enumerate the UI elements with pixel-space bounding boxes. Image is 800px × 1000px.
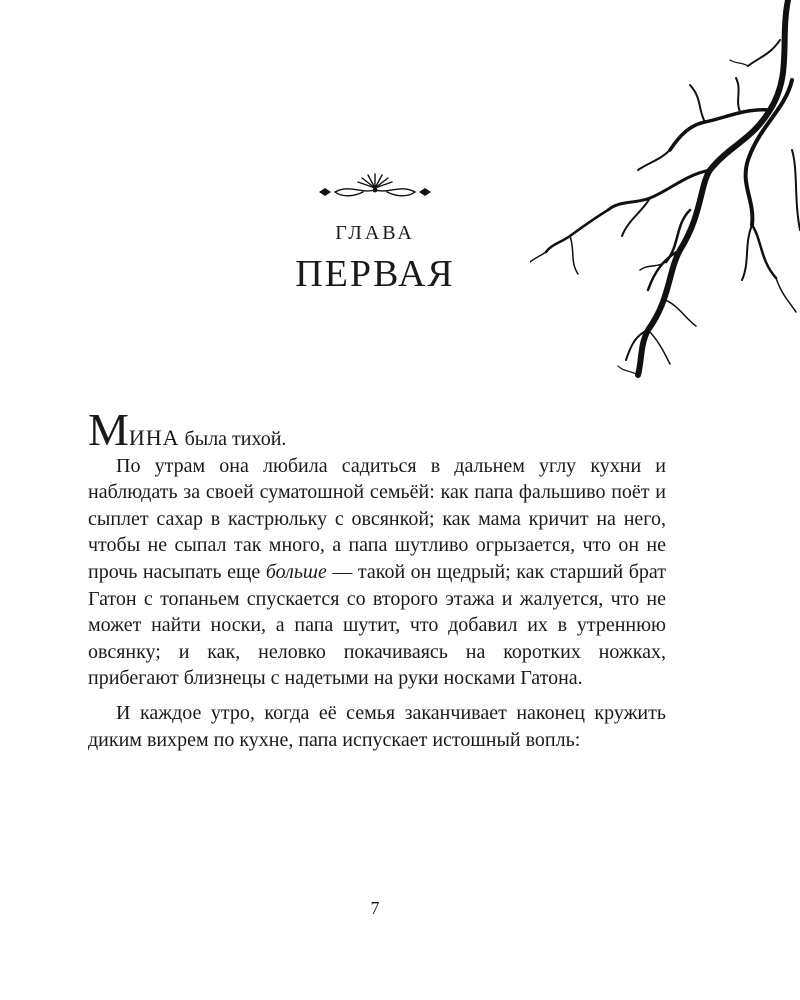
sunburst-ornament-icon (315, 170, 435, 202)
chapter-label: ГЛАВА (335, 222, 415, 244)
drop-cap: М (88, 404, 129, 455)
paragraph-3: И каждое утро, когда её семья заканчивает наконец кружить диким вихрем по кухне, папа испускает истошный вопль: (88, 701, 666, 751)
paragraph-2 (88, 453, 666, 692)
paragraph-1 (88, 404, 666, 455)
page-number: 7 (370, 898, 380, 918)
small-caps: ИНА (128, 425, 180, 450)
tree-branch-illustration (530, 0, 800, 380)
chapter-text (88, 404, 667, 753)
paragraph-2-text-a: По утрам она любила садиться в дальнем углу кухни и наблюдать за своей суматошной семьёй: как папа фальшиво поёт и сыплет сахар в кастрюльку с овсянкой; как мама кричит на него, чтобы не сыпал так много, а папа шутливо огрызается, что он не прочь насыпать еще (88, 454, 666, 583)
paragraph-2-text-b: — такой он щедрый; как старший брат Гатон с топаньем спускается со второго этажа и жалуется, что не может найти носки, а папа шутит, что добавил их в утреннюю овсянку; и как, неловко покачиваясь на коротких ножках, прибегают близнецы с надетыми на руки носками Гатона. (88, 560, 667, 690)
paragraph-2-emphasis: больше (265, 560, 327, 583)
paragraph-1-text: была тихой. (179, 428, 287, 450)
chapter-title: ПЕРВАЯ (295, 253, 455, 295)
